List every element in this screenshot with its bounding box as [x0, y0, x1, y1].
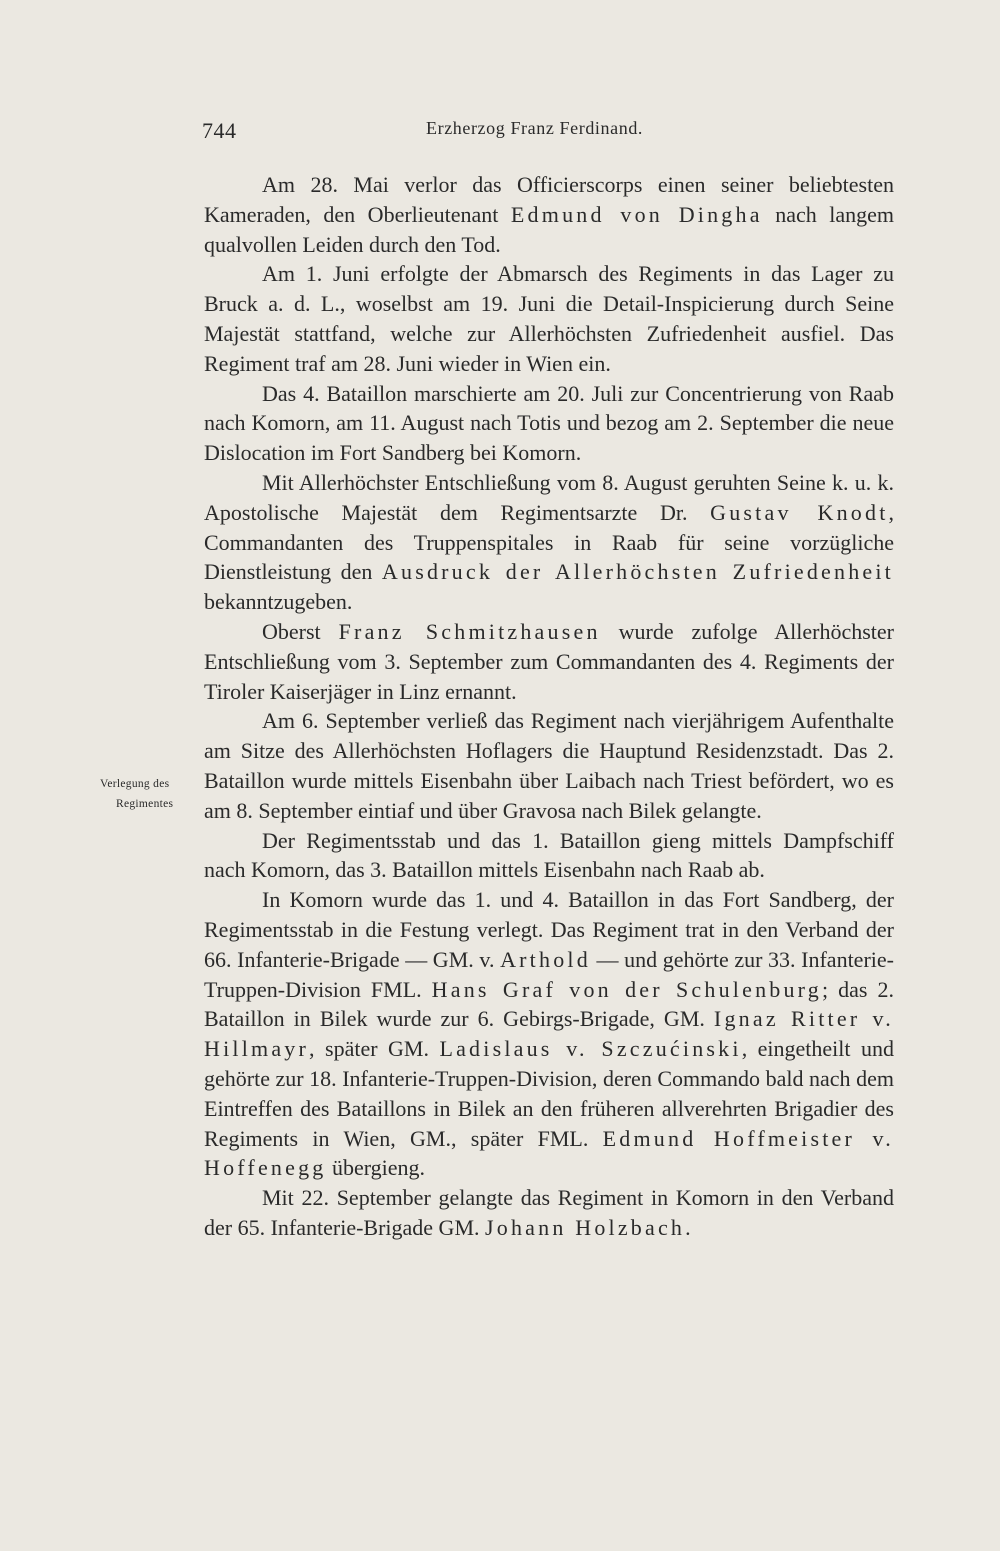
spaced-name: Ignaz Ritter v. Hillmayr: [204, 1006, 895, 1062]
text-run: Mit Allerhöchster Entschließung vom 8. August geruhten Seine k. u. k. Apostolische Majestät dem Regimentsarzte Dr.: [204, 469, 894, 525]
paragraph: [204, 617, 894, 706]
text-run: Am 28. Mai verlor das Officierscorps einen seiner beliebtesten Kameraden, den Oberlieutenant: [204, 172, 894, 227]
spaced-emphasis: Ausdruck der Allerhöchsten Zufriedenheit: [381, 559, 894, 585]
margin-note: [100, 774, 200, 814]
spaced-name: Gustav Knodt: [710, 499, 889, 525]
spaced-name: Hans Graf von der Schulenburg: [431, 976, 822, 1002]
spaced-name: Arthold: [500, 946, 591, 972]
text-run: übergieng.: [326, 1155, 426, 1181]
body-text: [204, 170, 894, 1243]
text-run: .: [685, 1214, 691, 1240]
spaced-name: Ladislaus v. Szczućinski: [439, 1036, 742, 1062]
paragraph: Am 6. September verließ das Regiment nach vierjährigem Aufenthalte am Sitze des Allerhöchsten Hoflagers die Hauptund Residenzstadt. Das 2. Bataillon wurde mittels Eisenbahn über Laibach nach Triest befördert, wo es am 8. September eintiaf und über Gravosa nach Bilek gelangte.: [204, 708, 894, 823]
margin-note-line: Regimentes: [116, 798, 174, 810]
paragraph: [204, 885, 894, 1183]
text-run: , Commandanten des Truppenspitales in Raab für seine vorzügliche Dienstleistung den: [204, 499, 895, 585]
text-run: wurde zufolge Allerhöchster Entschließung vom 3. September zum Commandanten des 4. Regiments der Tiroler Kaiserjäger in Linz ernannt.: [204, 618, 894, 704]
text-run: , später GM.: [309, 1036, 440, 1062]
text-run: In Komorn wurde das 1. und 4. Bataillon in das Fort Sandberg, der Regimentsstab in die Festung verlegt. Das Regiment trat in den Verband der 66. Infanterie-Brigade — GM. v.: [204, 887, 894, 972]
running-head: [202, 118, 892, 148]
text-run: Oberst: [262, 618, 339, 644]
paragraph: [204, 468, 894, 617]
paragraph: Der Regimentsstab und das 1. Bataillon gieng mittels Dampfschiff nach Komorn, das 3. Bataillon mittels Eisenbahn nach Raab ab.: [204, 827, 894, 883]
text-run: bekanntzugeben.: [204, 589, 353, 615]
spaced-name: Franz Schmitzhausen: [338, 618, 601, 644]
spaced-name: Edmund von Dingha: [510, 201, 763, 227]
running-title: Erzherzog Franz Ferdinand.: [426, 118, 644, 138]
text-run: ; das 2. Bataillon in Bilek wurde zur 6. Gebirgs-Brigade, GM.: [204, 976, 894, 1032]
margin-note-line: Verlegung des: [100, 778, 170, 790]
paragraph: Das 4. Bataillon marschierte am 20. Juli zur Concentrierung von Raab nach Komorn, am 11. August nach Totis und bezog am 2. September die neue Dislocation im Fort Sandberg bei Komorn.: [204, 380, 894, 466]
paragraph: Am 1. Juni erfolgte der Abmarsch des Regiments in das Lager zu Bruck a. d. L., woselbst am 19. Juni die Detail-Inspicierung durch Seine Majestät stattfand, welche zur Allerhöchsten Zufriedenheit ausfiel. Das Regiment traf am 28. Juni wieder in Wien ein.: [204, 261, 894, 376]
text-run: Mit 22. September gelangte das Regiment in Komorn in den Verband der 65. Infanterie-Brigade GM.: [204, 1185, 894, 1240]
paragraph: [204, 170, 894, 259]
text-run: nach langem qualvollen Leiden durch den Tod.: [204, 201, 894, 257]
paragraph: [204, 1183, 894, 1243]
text-run: , eingetheilt und gehörte zur 18. Infanterie-Truppen-Division, deren Commando bald nach dem Eintreffen des Bataillons in Bilek an den früheren allverehrten Brigadier des Regiments in Wien, GM., später FML.: [204, 1036, 894, 1151]
spaced-name: Edmund Hoffmeister v. Hoffenegg: [204, 1125, 894, 1181]
page-number: 744: [202, 118, 237, 143]
spaced-name: Johann Holzbach: [485, 1214, 686, 1240]
text-run: — und gehörte zur 33. Infanterie-Truppen-Division FML.: [204, 946, 894, 1002]
